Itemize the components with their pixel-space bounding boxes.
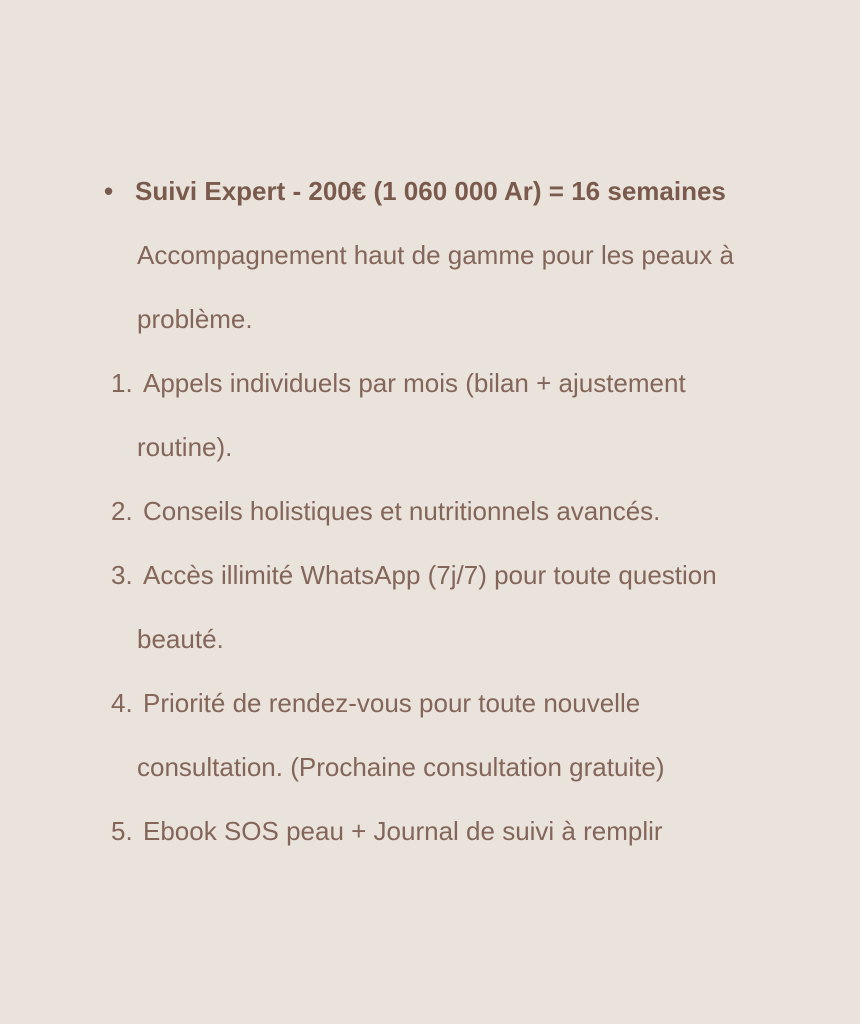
bullet-icon: •	[104, 176, 114, 206]
list-item-text: consultation. (Prochaine consultation gratuite)	[137, 752, 665, 782]
offer-title: Suivi Expert - 200€ (1 060 000 Ar) = 16 semaines	[135, 176, 726, 206]
list-item-text: routine).	[137, 432, 233, 462]
list-item	[111, 671, 827, 735]
list-item-text: Accès illimité WhatsApp (7j/7) pour toute question	[143, 560, 717, 590]
list-item	[111, 543, 827, 607]
list-item-number: 3.	[111, 560, 133, 590]
list-item-continuation	[137, 607, 827, 671]
list-item	[111, 799, 827, 863]
offer-list	[104, 159, 827, 863]
list-item-continuation	[137, 415, 827, 479]
list-item-text: Appels individuels par mois (bilan + ajustement	[143, 368, 686, 398]
list-item-continuation	[137, 735, 827, 799]
list-item-number: 4.	[111, 688, 133, 718]
offer-description-line	[137, 287, 827, 351]
offer-description-text: Accompagnement haut de gamme pour les peaux à	[137, 240, 734, 270]
offer-description-text: problème.	[137, 304, 253, 334]
list-item-text: beauté.	[137, 624, 224, 654]
list-item-text: Conseils holistiques et nutritionnels avancés.	[143, 496, 661, 526]
list-item	[111, 479, 827, 543]
offer-title-line	[104, 159, 827, 223]
list-item	[111, 351, 827, 415]
list-item-text: Ebook SOS peau + Journal de suivi à remplir	[143, 816, 663, 846]
offer-description-line	[137, 223, 827, 287]
list-item-number: 1.	[111, 368, 133, 398]
list-item-text: Priorité de rendez-vous pour toute nouvelle	[143, 688, 641, 718]
list-item-number: 2.	[111, 496, 133, 526]
list-item-number: 5.	[111, 816, 133, 846]
